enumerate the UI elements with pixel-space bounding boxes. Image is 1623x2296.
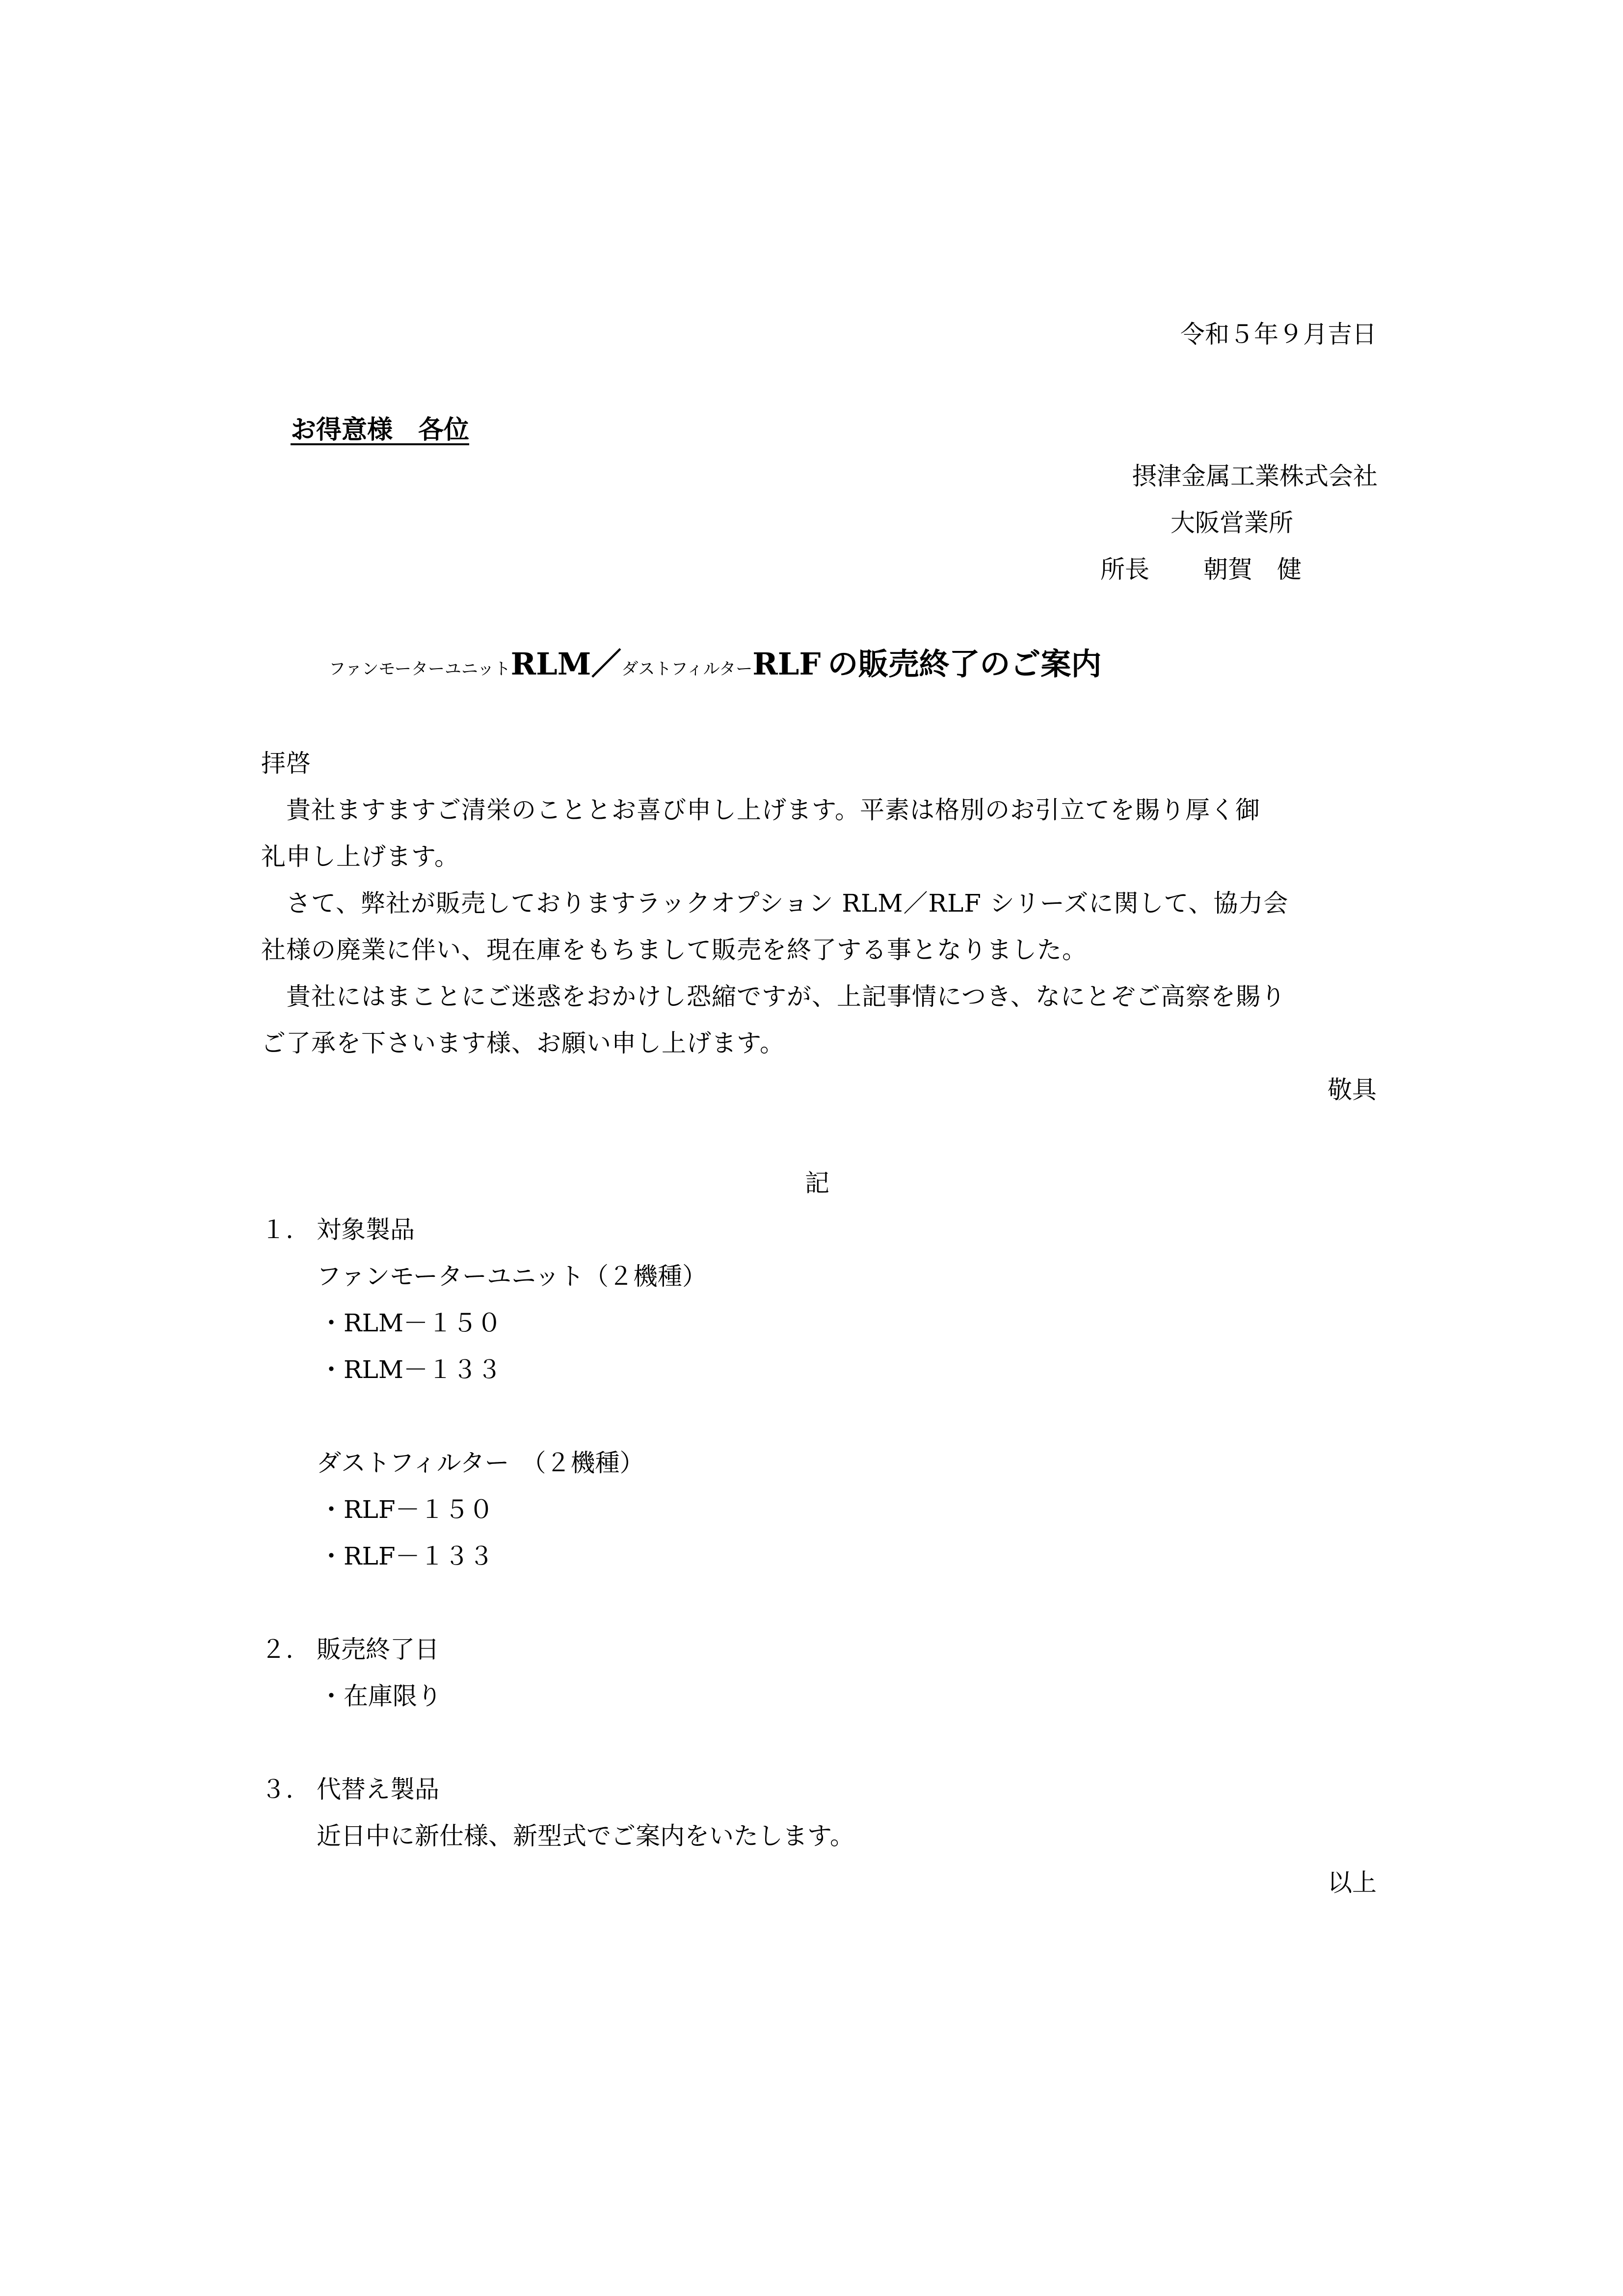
list-item-rlm-133: ・RLM－１３３ [319,1355,502,1384]
ki-marker: 記 [805,1169,829,1197]
body-paragraph-2-line-1: さて、弊社が販売しておりますラックオプション RLM／RLF シリーズに関して、協力会 [286,889,1289,918]
sender-manager [1100,557,1302,582]
section-1-number: １. [261,1216,293,1244]
fan-unit-group: ファンモーターユニット（２機種） [317,1262,707,1291]
recipient-text: お得意様 各位 [291,415,470,445]
title-model-rlm: RLM／ [510,646,622,682]
title-prefix-fan: ファンモーターユニット [329,659,511,679]
sender-name: 朝賀 健 [1203,555,1302,584]
title-prefix-dust: ダストフィルター [621,659,753,679]
section-3-text: 近日中に新仕様、新型式でご案内をいたします。 [317,1822,854,1850]
dust-filter-group: ダストフィルター （２機種） [317,1449,644,1477]
greeting: 拝啓 [261,749,311,778]
section-2-title: 販売終了日 [317,1635,439,1664]
body-paragraph-1-line-1: 貴社ますますご清栄のこととお喜び申し上げます。平素は格別のお引立てを賜り厚く御 [286,796,1260,824]
section-3-heading [261,1777,439,1802]
body-paragraph-3-line-1: 貴社にはまことにご迷惑をおかけし恐縮ですが、上記事情につき、なにとぞご高察を賜り [286,982,1286,1011]
title-model-rlf: RLF [752,646,821,682]
sender-company: 摂津金属工業株式会社 [1132,462,1378,490]
list-item-rlm-150: ・RLM－１５０ [319,1309,502,1337]
recipient [261,417,469,443]
sender-office: 大阪営業所 [1171,509,1293,537]
section-2-heading [261,1637,439,1662]
page-title [329,646,1102,682]
body-paragraph-2-line-2: 社様の廃業に伴い、現在庫をもちまして販売を終了する事となりました。 [261,936,1087,964]
document-date: 令和５年９月吉日 [1180,320,1377,349]
body-paragraph-1-line-2: 礼申し上げます。 [261,842,459,871]
body-paragraph-3-line-2: ご了承を下さいます様、お願い申し上げます。 [261,1029,785,1057]
list-item-rlf-133: ・RLF－１３３ [319,1542,494,1570]
end-ijou: 以上 [1328,1868,1377,1897]
closing-keigu: 敬具 [1328,1076,1377,1104]
list-item-rlf-150: ・RLF－１５０ [319,1495,494,1524]
section-3-title: 代替え製品 [317,1775,439,1804]
section-3-number: ３. [261,1775,293,1804]
title-suffix: の販売終了のご案内 [827,646,1102,682]
section-2-item: ・在庫限り [319,1682,442,1710]
section-1-title: 対象製品 [317,1216,415,1244]
section-1-heading [261,1217,415,1242]
sender-title: 所長 [1100,555,1149,584]
section-2-number: ２. [261,1635,293,1664]
